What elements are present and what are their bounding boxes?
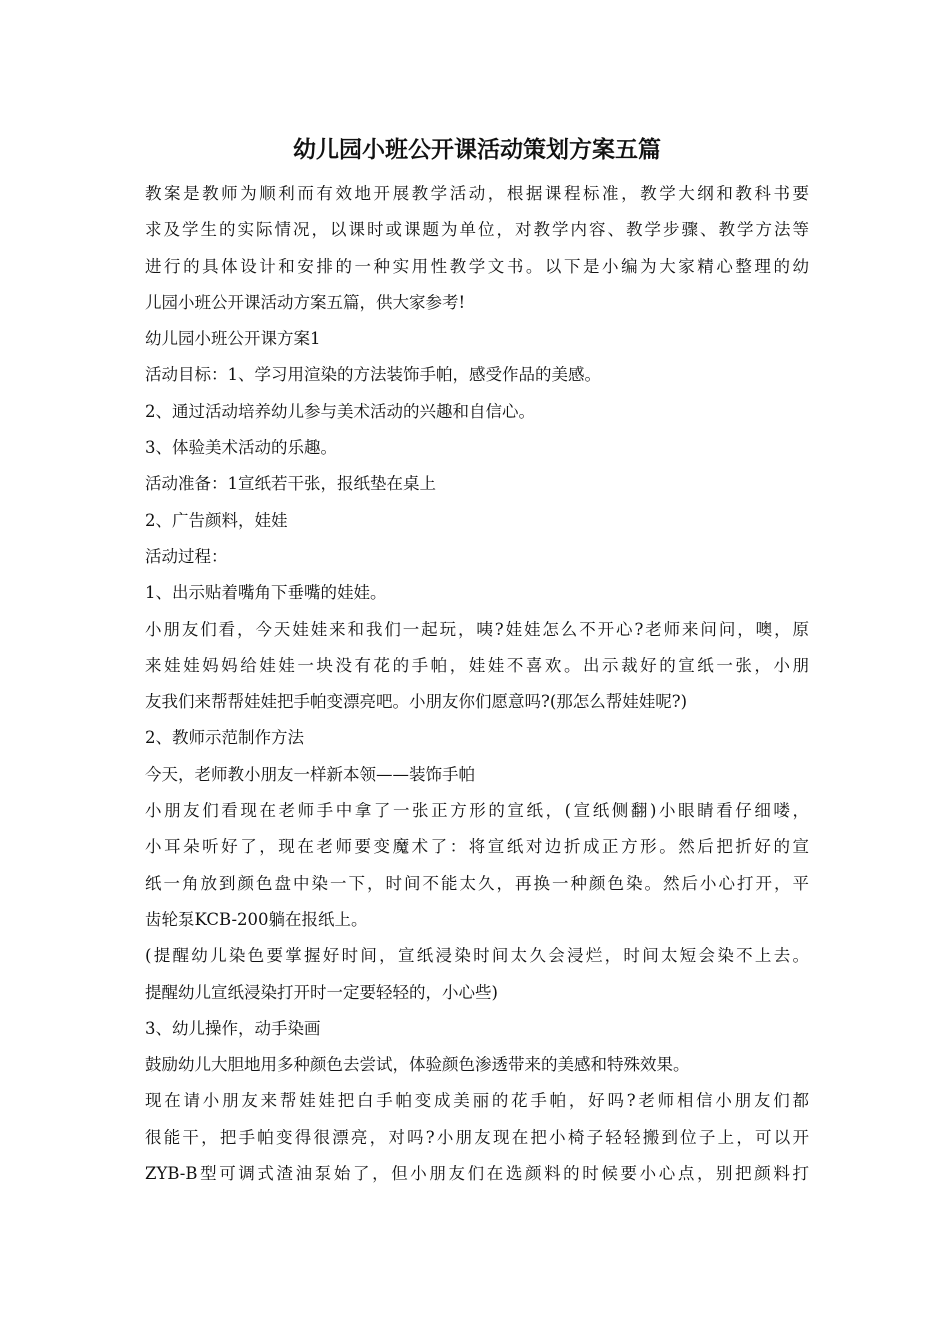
text-line: 活动过程： xyxy=(145,546,228,566)
document-body xyxy=(145,176,809,1192)
text-line: 3、幼儿操作，动手染画 xyxy=(145,1018,321,1038)
text-line: 很能干，把手帕变得很漂亮，对吗?小朋友现在把小椅子轻轻搬到位子上，可以开 xyxy=(145,1127,809,1147)
text-line: 提醒幼儿宣纸浸染打开时一定要轻轻的，小心些) xyxy=(145,982,498,1002)
text-line: 2、广告颜料，娃娃 xyxy=(145,510,288,530)
text-line: 3、体验美术活动的乐趣。 xyxy=(145,438,337,458)
document-page xyxy=(145,128,809,1192)
text-line: 鼓励幼儿大胆地用多种颜色去尝试，体验颜色渗透带来的美感和特殊效果。 xyxy=(145,1055,690,1075)
text-line: 进行的具体设计和安排的一种实用性教学文书。以下是小编为大家精心整理的幼 xyxy=(145,256,809,276)
text-line: 儿园小班公开课活动方案五篇，供大家参考! xyxy=(145,292,466,312)
text-line: 齿轮泵KCB-200躺在报纸上。 xyxy=(145,909,368,929)
text-line: 2、教师示范制作方法 xyxy=(145,728,304,748)
text-line: 纸一角放到颜色盘中染一下，时间不能太久，再换一种颜色染。然后小心打开，平 xyxy=(145,873,809,893)
text-line: 今天，老师教小朋友一样新本领——装饰手帕 xyxy=(145,764,475,784)
text-line: 活动目标：1、学习用渲染的方法装饰手帕，感受作品的美感。 xyxy=(145,365,601,385)
text-line: (提醒幼儿染色要掌握好时间，宣纸浸染时间太久会浸烂，时间太短会染不上去。 xyxy=(145,946,809,966)
document-title: 幼儿园小班公开课活动策划方案五篇 xyxy=(293,136,661,163)
text-line: 小耳朵听好了，现在老师要变魔术了：将宣纸对边折成正方形。然后把折好的宣 xyxy=(145,837,809,857)
text-line: ZYB-B型可调式渣油泵始了，但小朋友们在选颜料的时候要小心点，别把颜料打 xyxy=(145,1164,809,1184)
text-line: 活动准备：1宣纸若干张，报纸垫在桌上 xyxy=(145,474,436,494)
text-line: 幼儿园小班公开课方案1 xyxy=(145,329,321,349)
text-line: 1、出示贴着嘴角下垂嘴的娃娃。 xyxy=(145,583,387,603)
text-line: 友我们来帮帮娃娃把手帕变漂亮吧。小朋友你们愿意吗?(那怎么帮娃娃呢?) xyxy=(145,692,688,712)
text-line: 小朋友们看，今天娃娃来和我们一起玩，咦?娃娃怎么不开心?老师来问问，噢，原 xyxy=(145,619,809,639)
text-line: 2、通过活动培养幼儿参与美术活动的兴趣和自信心。 xyxy=(145,401,535,421)
text-line: 教案是教师为顺利而有效地开展教学活动，根据课程标准，教学大纲和教科书要 xyxy=(145,184,809,203)
text-line: 来娃娃妈妈给娃娃一块没有花的手帕，娃娃不喜欢。出示裁好的宣纸一张，小朋 xyxy=(145,655,809,675)
text-line: 现在请小朋友来帮娃娃把白手帕变成美丽的花手帕，好吗?老师相信小朋友们都 xyxy=(145,1091,809,1111)
text-line: 小朋友们看现在老师手中拿了一张正方形的宣纸，(宣纸侧翻)小眼睛看仔细喽， xyxy=(145,801,809,821)
text-line: 求及学生的实际情况，以课时或课题为单位，对教学内容、教学步骤、教学方法等 xyxy=(145,220,809,240)
